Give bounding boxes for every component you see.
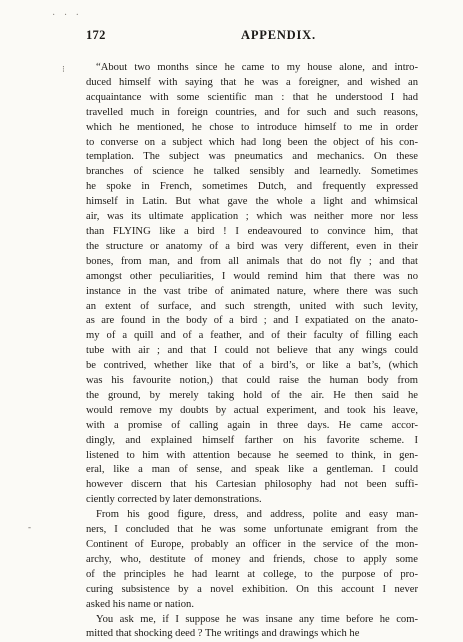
text-line: he spoke in French, sometimes Dutch, and frequently expressed	[86, 181, 418, 193]
text-line: mitted that shocking deed ? The writings and drawings which he	[86, 628, 360, 640]
page-number: 172	[86, 28, 106, 42]
text-line: templation. The subject was pneumatics and mechanics. On these	[86, 151, 418, 163]
text-line: duced himself with saying that he was a foreigner, and wished an	[86, 76, 418, 88]
text-line: travelled much in foreign countries, and for such and such reasons,	[86, 106, 418, 118]
text-line: than FLYING like a bird ! I endeavoured to convince him, that	[86, 225, 418, 237]
text-line: ners, I concluded that he was some unfortunate emigrant from the	[86, 524, 418, 536]
margin-mark: -	[28, 522, 31, 532]
text-line: “About two months since he came to my house alone, and intro-	[96, 62, 418, 73]
text-line: bones, from man, and from all animals that do not fly ; and that	[86, 255, 418, 267]
text-line: listened to him with attention because he seemed to think, in gen-	[86, 449, 418, 461]
body-text	[86, 61, 418, 642]
text-line: be contrived, whether like that of a bird’s, or like a bat’s, (which	[86, 360, 418, 372]
page-header	[86, 28, 416, 44]
text-line: From his good figure, dress, and address, polite and easy man-	[96, 509, 418, 521]
text-line: would remove my doubts by actual experiment, and took his leave,	[86, 404, 418, 416]
text-line: air, was its ultimate application ; which was neither more nor less	[86, 211, 418, 223]
text-line: archy, who, destitute of money and friends, chose to apply some	[86, 553, 418, 565]
text-line: tube with air ; and that I could not believe that any wings could	[86, 345, 418, 357]
margin-mark: ⁝	[62, 64, 65, 74]
text-line: my of a quill and of a feather, and of their faculty of filling each	[86, 330, 418, 342]
text-line: the structure or anatomy of a bird was very different, even in their	[86, 240, 418, 252]
text-line: dingly, and explained himself farther on his favorite scheme. I	[86, 434, 418, 446]
text-line: was his favourite notion,) that could raise the human body from	[86, 375, 418, 387]
text-line: amongst other peculiarities, I would remind him that there was no	[86, 270, 418, 282]
text-line: acquaintance with some scientific man : that he understood I had	[86, 91, 418, 103]
text-line: You ask me, if I suppose he was insane any time before he com-	[96, 613, 418, 625]
text-line: asked his name or nation.	[86, 598, 194, 610]
text-line: however discern that his Cartesian philosophy had not been suffi-	[86, 479, 418, 491]
corner-smudge: · · ·	[52, 10, 82, 21]
text-line: with a promise of calling again in three days. He came accor-	[86, 419, 418, 431]
text-line: ciently corrected by later demonstrations.	[86, 494, 262, 506]
text-line: as are found in the body of a bird ; and I expatiated on the anato-	[86, 315, 418, 327]
text-line: himself in Latin. But what gave the whole a light and whimsical	[86, 196, 418, 208]
text-line: to converse on a subject which had long been the object of his con-	[86, 136, 418, 148]
text-line: curing subsistence by a novel exhibition. On this account I never	[86, 583, 418, 595]
text-line: which he mentioned, he chose to introduce himself to me in order	[86, 121, 418, 133]
text-line: the ground, by merely taking hold of the air. He then said he	[86, 389, 418, 401]
running-title: APPENDIX.	[241, 28, 316, 42]
text-line: branches of science he talked sensibly and learnedly. Sometimes	[86, 166, 418, 178]
text-line: Continent of Europe, probably an officer in the service of the mon-	[86, 539, 418, 550]
text-line: instance in the vast tribe of animated nature, where there was such	[86, 285, 418, 297]
text-line: an extent of surface, and such strength, united with such levity,	[86, 300, 418, 312]
text-line: eral, like a man of sense, and speak like a gentleman. I could	[86, 464, 418, 476]
text-line: of the principles he had learnt at college, to the purpose of pro-	[86, 568, 418, 580]
